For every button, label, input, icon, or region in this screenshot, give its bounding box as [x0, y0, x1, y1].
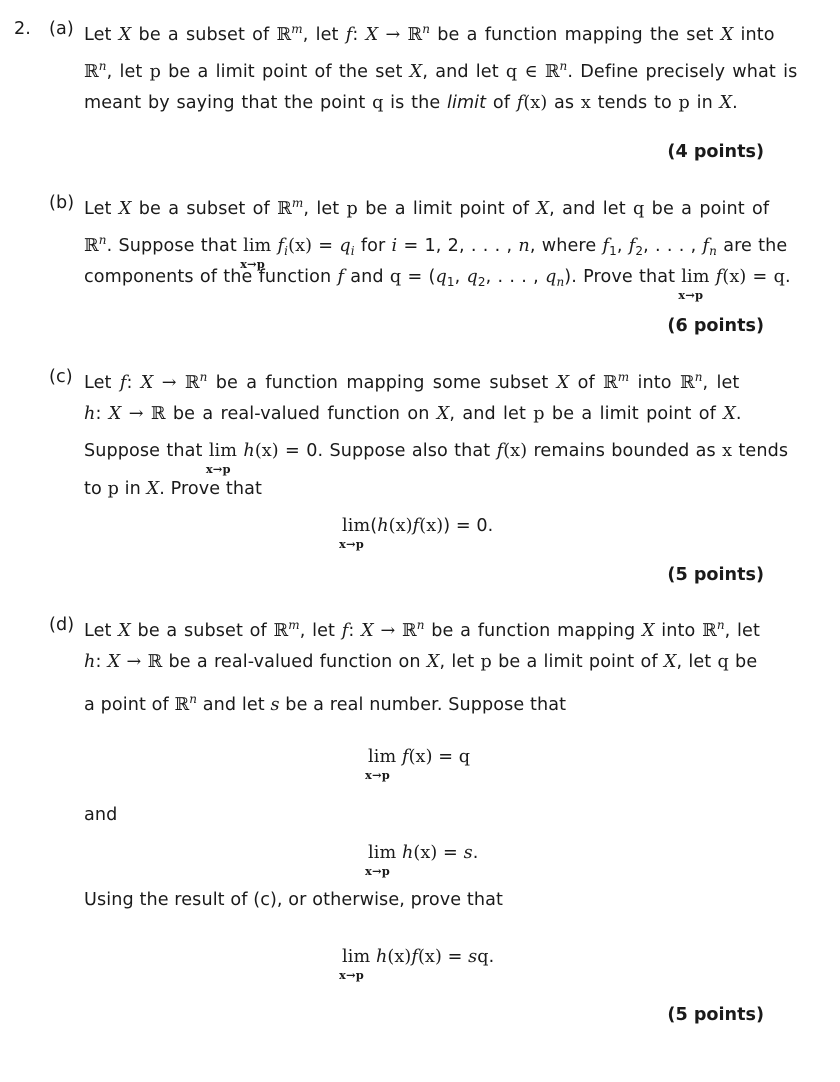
part-c-label: (c): [49, 367, 73, 387]
part-d-display-equation-1: lim x→p f(x) = q: [365, 747, 471, 782]
question-number: 2.: [14, 19, 31, 39]
part-d-display-equation-3: lim x→p h(x)f(x) = sq.: [339, 947, 495, 982]
part-d-label: (d): [49, 615, 75, 635]
part-a-points: (4 points): [667, 142, 764, 162]
part-c-points: (5 points): [667, 565, 764, 585]
part-d-display-equation-2: lim x→p h(x) = s.: [365, 843, 479, 878]
part-d-connector: and: [84, 805, 118, 825]
part-a-label: (a): [49, 19, 74, 39]
part-d-followup: Using the result of (c), or otherwise, prove that: [84, 890, 503, 910]
part-b-label: (b): [49, 193, 75, 213]
part-c-display-equation: lim x→p (h(x)f(x)) = 0.: [339, 516, 494, 551]
part-d-points: (5 points): [667, 1005, 764, 1025]
part-b-points: (6 points): [667, 316, 764, 336]
